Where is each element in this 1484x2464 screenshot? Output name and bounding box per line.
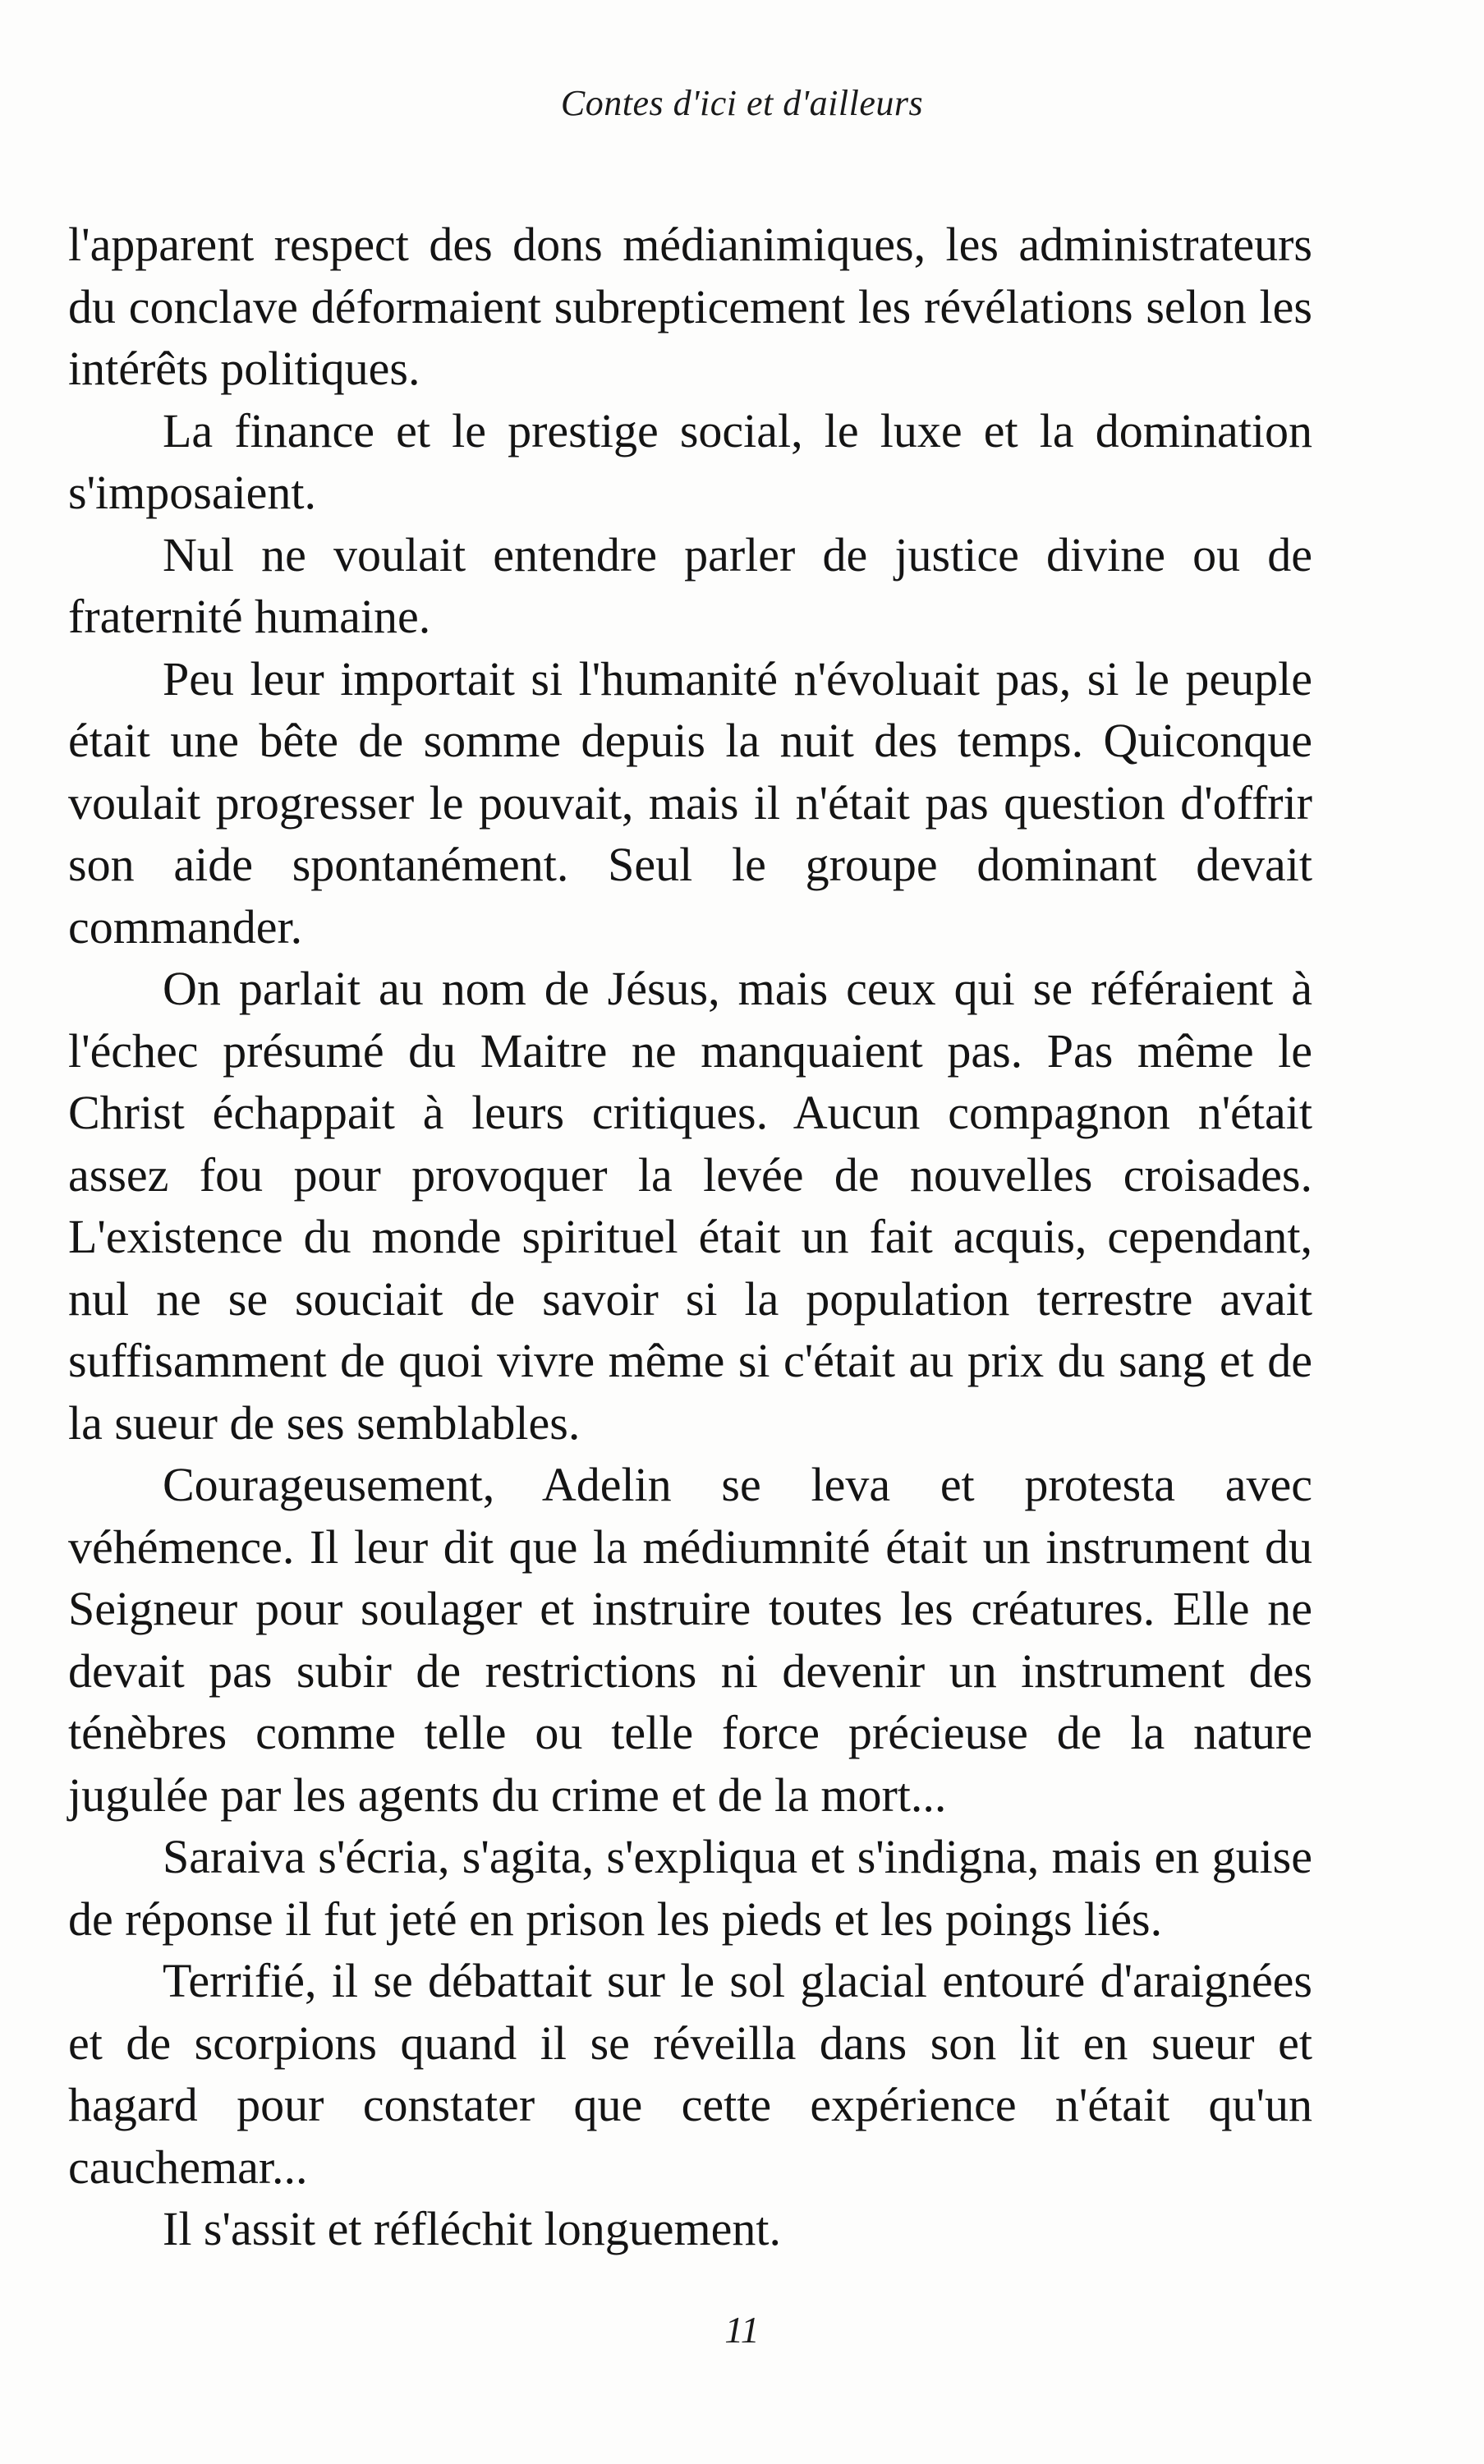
paragraph: Courageusement, Adelin se leva et protesta avec véhémence. Il leur dit que la médiumnité était un instrument du Seigneur pour soulager et instruire toutes les créatures. Elle ne devait pas subir de restrictions ni devenir un instrument des ténèbres comme telle ou telle force précieuse de la nature jugulée par les agents du crime et de la mort... (68, 1458, 1312, 1822)
paragraph: Terrifié, il se débattait sur le sol glacial entouré d'araignées et de scorpions quand il se réveilla dans son lit en sueur et hagard pour constater que cette expérience n'était qu'un cauchemar... (68, 1954, 1312, 2194)
paragraph: Saraiva s'écria, s'agita, s'expliqua et s'indigna, mais en guise de réponse il fut jeté en prison les pieds et les poings liés. (68, 1830, 1312, 1946)
paragraph: On parlait au nom de Jésus, mais ceux qui se référaient à l'échec présumé du Maitre ne manquaient pas. Pas même le Christ échappait à leurs critiques. Aucun compagnon n'était assez fou pour provoquer la levée de nouvelles croisades. L'existence du monde spirituel était un fait acquis, cependant, nul ne se souciait de savoir si la population terrestre avait suffisamment de quoi vivre même si c'était au prix du sang et de la sueur de ses semblables. (68, 962, 1312, 1450)
paragraph-continuation: l'apparent respect des dons médianimiques, les administrateurs du conclave déformaient subrepticement les révélations selon les intérêts politiques. (68, 218, 1312, 395)
paragraph: Peu leur importait si l'humanité n'évoluait pas, si le peuple était une bête de somme depuis la nuit des temps. Quiconque voulait progresser le pouvait, mais il n'était pas question d'offrir son aide spontanément. Seul le groupe dominant devait commander. (68, 651, 1312, 954)
paragraph: Il s'assit et réfléchit longuement. (163, 2202, 781, 2255)
paragraph: La finance et le prestige social, le luxe et la domination s'imposaient. (68, 403, 1312, 519)
running-head: Contes d'ici et d'ailleurs (560, 83, 924, 123)
page-number: 11 (724, 2309, 760, 2351)
paragraph: Nul ne voulait entendre parler de justice divine ou de fraternité humaine. (68, 527, 1312, 643)
body-text (68, 214, 1312, 2260)
